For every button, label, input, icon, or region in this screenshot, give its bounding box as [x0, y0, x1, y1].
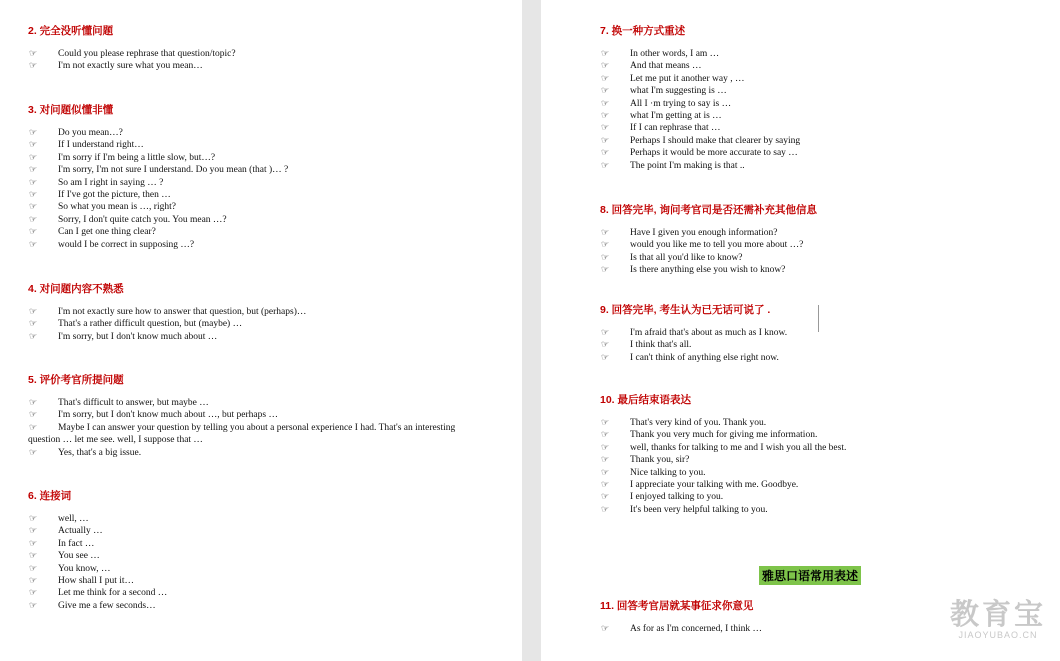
section-10 [600, 393, 846, 516]
pointing-hand-icon: ☞ [29, 410, 38, 421]
section-heading: 7. 换一种方式重述 [600, 25, 686, 37]
section-heading: 6. 连接词 [28, 490, 72, 502]
list-item: ☞ well, … [29, 514, 89, 524]
pointing-hand-icon: ☞ [29, 165, 38, 176]
section-heading: 3. 对问题似懂非懂 [28, 104, 114, 116]
pointing-hand-icon: ☞ [601, 98, 610, 109]
list-item: ☞ Is there anything else you wish to know? [601, 265, 786, 276]
section-5 [28, 373, 468, 459]
right-page [541, 0, 1060, 661]
list-item: ☞ Could you please rephrase that question/topic? [29, 49, 236, 59]
pointing-hand-icon: ☞ [29, 140, 38, 151]
pointing-hand-icon: ☞ [29, 227, 38, 238]
pointing-hand-icon: ☞ [601, 504, 610, 515]
list-item: ☞ Let me think for a second … [29, 588, 168, 599]
list-item: ☞ In other words, I am … [601, 49, 720, 59]
list-item: ☞ Do you mean…? [29, 128, 123, 138]
list-item: ☞ would I be correct in supposing …? [29, 239, 195, 250]
pointing-hand-icon: ☞ [601, 352, 610, 363]
list-item: ☞ Is that all you'd like to know? [601, 252, 743, 263]
list-item: ☞ Perhaps I should make that clearer by saying [601, 135, 801, 146]
section-4 [28, 282, 306, 343]
pointing-hand-icon: ☞ [29, 307, 38, 317]
list-item: ☞ The point I'm making is that .. [601, 160, 745, 171]
pointing-hand-icon: ☞ [29, 61, 38, 72]
pointing-hand-icon: ☞ [601, 73, 610, 84]
list-item: ☞ Sorry, I don't quite catch you. You mean …? [29, 214, 227, 225]
list-item: ☞ That's difficult to answer, but maybe … [29, 398, 209, 408]
pointing-hand-icon: ☞ [29, 600, 38, 611]
section-2 [28, 24, 236, 73]
list-item: ☞ In fact … [29, 538, 95, 549]
list-item: ☞ I think that's all. [601, 340, 692, 351]
pointing-hand-icon: ☞ [29, 128, 38, 138]
pointing-hand-icon: ☞ [601, 430, 610, 441]
list-item: ☞ I'm sorry if I'm being a little slow, but…? [29, 152, 216, 163]
list-item: ☞ You see … [29, 551, 100, 562]
list-item: ☞ I'm sorry, but I don't know much about …, but perhaps … [29, 410, 278, 421]
section-9 [600, 303, 787, 364]
pointing-hand-icon: ☞ [601, 252, 610, 263]
list-item: ☞ It's been very helpful talking to you. [601, 504, 768, 515]
pointing-hand-icon: ☞ [29, 551, 38, 562]
list-item: ☞ If I understand right… [29, 140, 144, 151]
pointing-hand-icon: ☞ [601, 340, 610, 351]
list-item: ☞ Give me a few seconds… [29, 600, 156, 611]
pointing-hand-icon: ☞ [601, 442, 610, 453]
list-item: ☞ That's very kind of you. Thank you. [601, 418, 767, 428]
pointing-hand-icon: ☞ [29, 538, 38, 549]
pointing-hand-icon: ☞ [601, 480, 610, 491]
list-item: ☞ what I'm suggesting is … [601, 86, 727, 97]
watermark-logo: 教育宝 [949, 597, 1046, 631]
cursor-marker [818, 305, 819, 332]
pointing-hand-icon: ☞ [29, 177, 38, 188]
pointing-hand-icon: ☞ [29, 576, 38, 587]
list-item: ☞ All I ·m trying to say is … [601, 98, 732, 109]
section-heading: 10. 最后结束语表达 [600, 394, 692, 406]
list-item: ☞ well, thanks for talking to me and I wish you all the best. [601, 442, 847, 453]
pointing-hand-icon: ☞ [29, 49, 38, 59]
section-7 [600, 24, 800, 172]
pointing-hand-icon: ☞ [29, 422, 38, 433]
list-item: ☞ would you like me to tell you more about …? [601, 240, 804, 251]
left-page [0, 0, 522, 661]
pointing-hand-icon: ☞ [601, 148, 610, 159]
pointing-hand-icon: ☞ [601, 467, 610, 478]
list-item: ☞ I'm afraid that's about as much as I know. [601, 328, 788, 338]
watermark-url: JIAOYUBAO.CN [958, 630, 1038, 640]
section-heading: 2. 完全没听懂问题 [28, 25, 114, 37]
pointing-hand-icon: ☞ [601, 135, 610, 146]
pointing-hand-icon: ☞ [601, 160, 610, 171]
section-heading: 4. 对问题内容不熟悉 [28, 283, 124, 295]
section-11 [600, 599, 762, 635]
pointing-hand-icon: ☞ [601, 455, 610, 466]
pointing-hand-icon: ☞ [29, 152, 38, 163]
pointing-hand-icon: ☞ [29, 319, 38, 330]
pointing-hand-icon: ☞ [29, 239, 38, 250]
section-banner: 雅思口语常用表述 [759, 566, 861, 585]
section-8 [600, 203, 817, 277]
list-item: ☞ I'm not exactly sure what you mean… [29, 61, 203, 72]
list-item: ☞ Yes, that's a big issue. [29, 447, 142, 458]
list-item: ☞ Thank you very much for giving me information. [601, 430, 818, 441]
pointing-hand-icon: ☞ [601, 123, 610, 134]
list-item: ☞ what I'm getting at is … [601, 111, 722, 122]
pointing-hand-icon: ☞ [601, 240, 610, 251]
pointing-hand-icon: ☞ [29, 398, 38, 408]
pointing-hand-icon: ☞ [29, 526, 38, 537]
list-item: ☞ You know, … [29, 563, 111, 574]
list-item: ☞ Actually … [29, 526, 103, 537]
watermark [950, 598, 1046, 641]
section-heading: 11. 回答考官居就某事征求你意见 [600, 600, 754, 612]
section-6 [28, 489, 167, 612]
list-item: ☞ Thank you, sir? [601, 455, 690, 466]
list-item: ☞ I appreciate your talking with me. Goodbye. [601, 480, 799, 491]
section-heading: 9. 回答完毕, 考生认为已无话可说了 . [600, 304, 771, 316]
list-item: ☞ That's a rather difficult question, but (maybe) … [29, 319, 243, 330]
list-item: ☞ So what you mean is …, right? [29, 202, 176, 213]
list-item: ☞ Perhaps it would be more accurate to say … [601, 148, 798, 159]
pointing-hand-icon: ☞ [29, 331, 38, 342]
pointing-hand-icon: ☞ [601, 111, 610, 122]
list-item: ☞ If I've got the picture, then … [29, 190, 171, 201]
list-item: ☞ I'm sorry, I'm not sure I understand. Do you mean (that )… ? [29, 165, 289, 176]
pointing-hand-icon: ☞ [601, 265, 610, 276]
list-item: ☞ As for as I'm concerned, I think … [601, 624, 763, 634]
pointing-hand-icon: ☞ [601, 49, 610, 59]
list-item: ☞ How shall I put it… [29, 576, 134, 587]
section-heading: 8. 回答完毕, 询问考官司是否还需补充其他信息 [600, 204, 818, 216]
pointing-hand-icon: ☞ [29, 190, 38, 201]
pointing-hand-icon: ☞ [601, 624, 610, 634]
pointing-hand-icon: ☞ [29, 514, 38, 524]
list-item: ☞ So am I right in saying … ? [29, 177, 164, 188]
list-item: ☞ Let me put it another way , … [601, 73, 745, 84]
pointing-hand-icon: ☞ [601, 492, 610, 503]
list-item: ☞ I enjoyed talking to you. [601, 492, 724, 503]
pointing-hand-icon: ☞ [29, 202, 38, 213]
list-item: ☞ And that means … [601, 61, 702, 72]
list-item: ☞ Have I given you enough information? [601, 228, 778, 238]
section-heading: 5. 评价考官所提问题 [28, 374, 124, 386]
pointing-hand-icon: ☞ [601, 86, 610, 97]
pointing-hand-icon: ☞ [29, 588, 38, 599]
list-item: ☞ I can't think of anything else right now. [601, 352, 779, 363]
pointing-hand-icon: ☞ [601, 328, 610, 338]
pointing-hand-icon: ☞ [601, 418, 610, 428]
list-item: ☞ I'm sorry, but I don't know much about … [29, 331, 218, 342]
list-item: ☞ Nice talking to you. [601, 467, 706, 478]
pointing-hand-icon: ☞ [29, 447, 38, 458]
list-item: ☞ If I can rephrase that … [601, 123, 721, 134]
pointing-hand-icon: ☞ [29, 214, 38, 225]
pointing-hand-icon: ☞ [29, 563, 38, 574]
pointing-hand-icon: ☞ [601, 61, 610, 72]
list-item: ☞ Can I get one thing clear? [29, 227, 156, 238]
list-item: ☞ I'm not exactly sure how to answer that question, but (perhaps)… [29, 307, 307, 317]
pointing-hand-icon: ☞ [601, 228, 610, 238]
list-item: ☞ Maybe I can answer your question by telling you about a personal experience I had. That's an interesting question … let me see. well, I suppose that … [28, 422, 456, 446]
section-3 [28, 103, 288, 251]
